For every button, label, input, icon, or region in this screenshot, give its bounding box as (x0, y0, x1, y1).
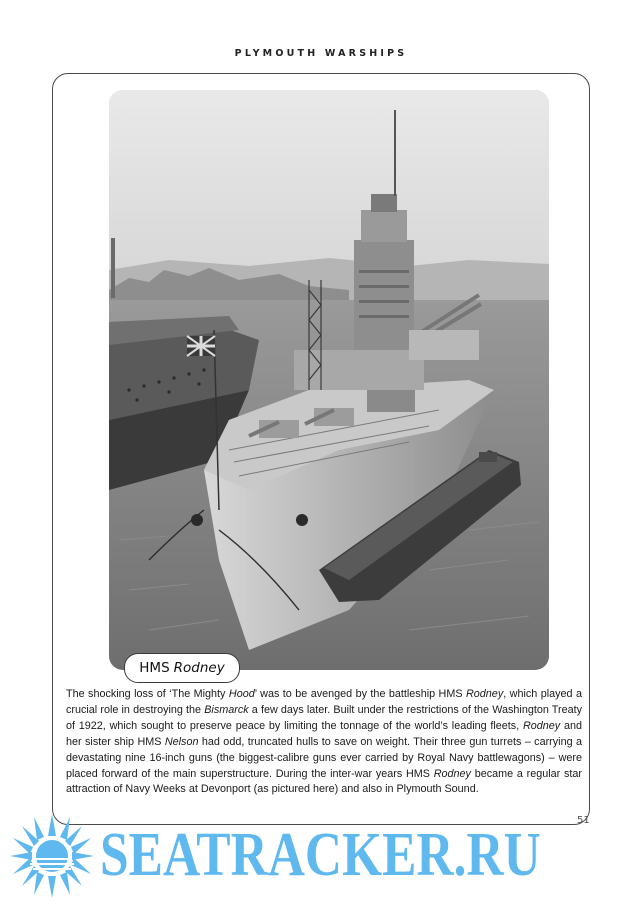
watermark-text: SEATRACKER.RU (100, 821, 541, 889)
body-paragraph: The shocking loss of ‘The Mighty Hood’ was to be avenged by the battleship HMS Rodney, which played a crucial role in destroying the Bismarck a few days later. Built under the restrictions of the Washington Treaty of 1922, which sought to preserve peace by limiting the tonnage of the world’s leading fleets, Rodney and her sister ship HMS Nelson had odd, truncated hulls to save on weight. Their three gun turrets – carrying a devastating nine 16-inch guns (the biggest-calibre guns ever carried by Royal Navy battlewagons) – were placed forward of the main superstructure. During the inter-war years HMS Rodney became a regular star attraction of Navy Weeks at Devonport (as pictured here) and also in Plymouth Sound. (66, 688, 582, 796)
photo-caption (124, 653, 240, 683)
caption-prefix: HMS (139, 660, 170, 676)
sun-logo-icon (6, 812, 98, 904)
running-header: PLYMOUTH WARSHIPS (234, 48, 408, 59)
page-number: 51 (577, 815, 590, 826)
ship-photograph (109, 90, 549, 670)
caption-ship-name: Rodney (173, 660, 225, 676)
